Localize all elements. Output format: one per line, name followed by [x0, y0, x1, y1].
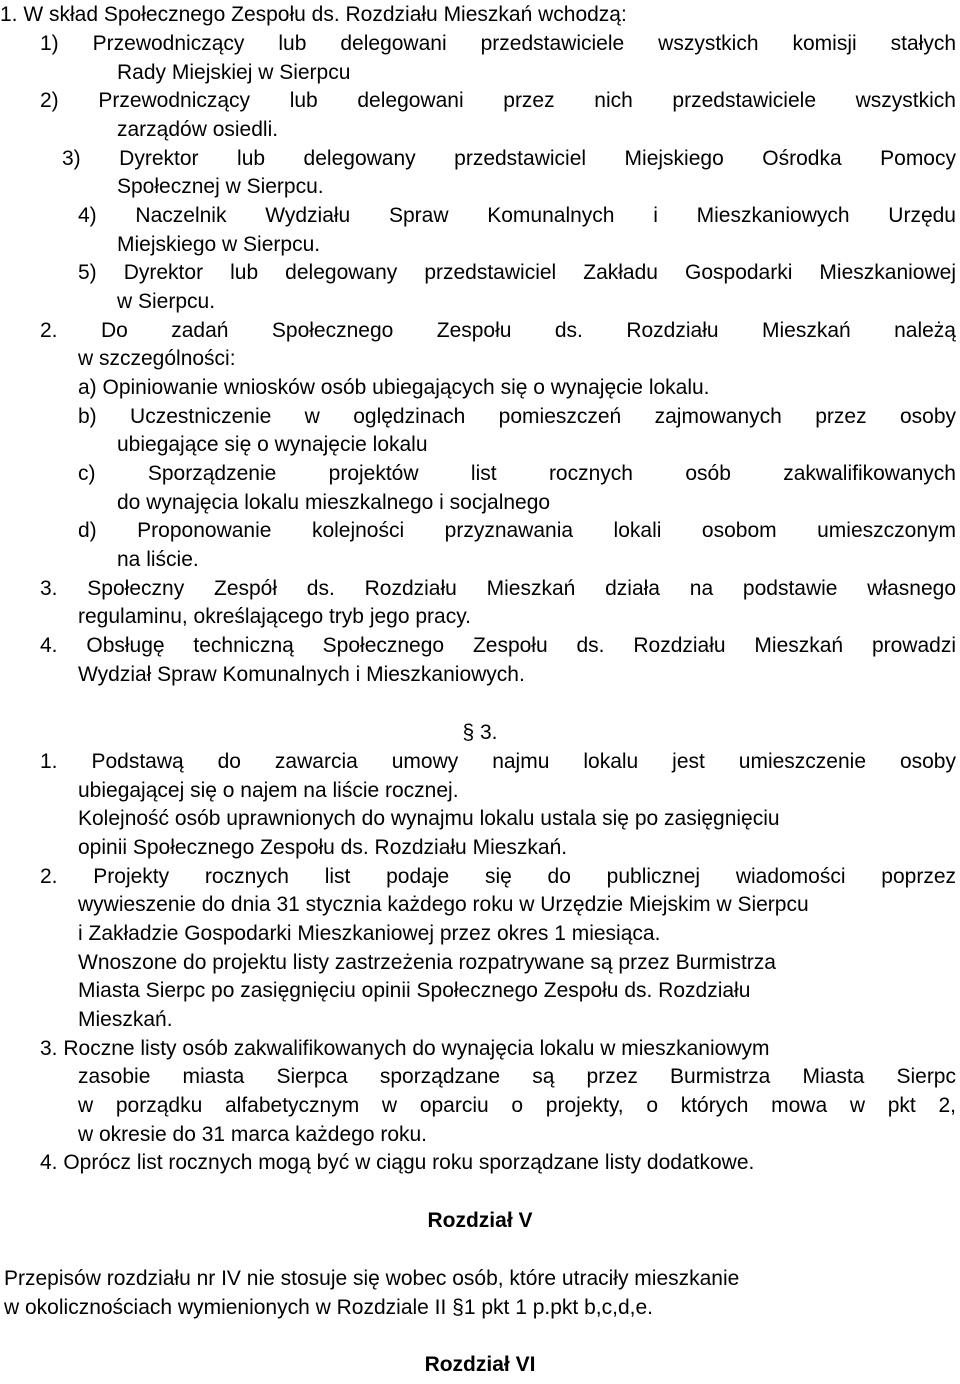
- paragraph-line: Kolejność osób uprawnionych do wynajmu lokalu ustala się po zasięgnięciu: [78, 807, 780, 830]
- list-item-line: ubiegające się o wynajęcie lokalu: [117, 433, 428, 456]
- paragraph-line: w porządku alfabetycznym w oparciu o projekty, o których mowa w pkt 2,: [78, 1094, 956, 1117]
- paragraph-line: 1. W skład Społecznego Zespołu ds. Rozdziału Mieszkań wchodzą:: [0, 3, 627, 26]
- paragraph-line: 4. Obsługę techniczną Społecznego Zespołu ds. Rozdziału Mieszkań prowadzi: [40, 634, 956, 657]
- paragraph-line: w okolicznościach wymienionych w Rozdziale II §1 pkt 1 p.pkt b,c,d,e.: [4, 1296, 653, 1319]
- list-item-line: w Sierpcu.: [117, 290, 216, 313]
- list-item-line: d) Proponowanie kolejności przyznawania lokali osobom umieszczonym: [78, 519, 956, 542]
- paragraph-line: wywieszenie do dnia 31 stycznia każdego roku w Urzędzie Miejskim w Sierpcu: [78, 893, 809, 916]
- list-item-line: a) Opiniowanie wniosków osób ubiegających się o wynajęcie lokalu.: [78, 376, 710, 399]
- chapter-heading: Rozdział V: [427, 1209, 533, 1232]
- paragraph-line: opinii Społecznego Zespołu ds. Rozdziału Mieszkań.: [78, 836, 568, 859]
- paragraph-line: 1. Podstawą do zawarcia umowy najmu lokalu jest umieszczenie osoby: [40, 750, 956, 773]
- paragraph-line: Wnoszone do projektu listy zastrzeżenia rozpatrywane są przez Burmistrza: [78, 951, 776, 974]
- list-item-line: na liście.: [117, 548, 199, 571]
- list-item-line: b) Uczestniczenie w oględzinach pomieszczeń zajmowanych przez osoby: [78, 405, 956, 428]
- paragraph-line: w szczególności:: [78, 347, 236, 370]
- paragraph-line: ubiegającej się o najem na liście rocznej.: [78, 779, 459, 802]
- paragraph-line: 3. Społeczny Zespół ds. Rozdziału Mieszkań działa na podstawie własnego: [40, 577, 956, 600]
- list-item-line: 2) Przewodniczący lub delegowani przez nich przedstawiciele wszystkich: [40, 89, 956, 112]
- list-item-line: do wynajęcia lokalu mieszkalnego i socjalnego: [117, 491, 551, 514]
- paragraph-line: 3. Roczne listy osób zakwalifikowanych do wynajęcia lokalu w mieszkaniowym: [40, 1037, 770, 1060]
- list-item-line: zarządów osiedli.: [117, 118, 279, 141]
- paragraph-line: Przepisów rozdziału nr IV nie stosuje się wobec osób, które utraciły mieszkanie: [4, 1267, 740, 1290]
- list-item-line: 3) Dyrektor lub delegowany przedstawiciel Miejskiego Ośrodka Pomocy: [62, 147, 956, 170]
- paragraph-line: 4. Oprócz list rocznych mogą być w ciągu roku sporządzane listy dodatkowe.: [40, 1151, 755, 1174]
- list-item-line: Rady Miejskiej w Sierpcu: [117, 61, 351, 84]
- paragraph-line: regulaminu, określającego tryb jego pracy.: [78, 605, 471, 628]
- paragraph-line: i Zakładzie Gospodarki Mieszkaniowej przez okres 1 miesiąca.: [78, 922, 661, 945]
- list-item-line: Miejskiego w Sierpcu.: [117, 233, 321, 256]
- paragraph-line: 2. Projekty rocznych list podaje się do publicznej wiadomości poprzez: [40, 865, 956, 888]
- paragraph-line: w okresie do 31 marca każdego roku.: [78, 1123, 428, 1146]
- list-item-line: 4) Naczelnik Wydziału Spraw Komunalnych i Mieszkaniowych Urzędu: [78, 204, 956, 227]
- paragraph-line: 2. Do zadań Społecznego Zespołu ds. Rozdziału Mieszkań należą: [40, 319, 956, 342]
- paragraph-line: Wydział Spraw Komunalnych i Mieszkaniowych.: [78, 663, 525, 686]
- chapter-heading: Rozdział VI: [424, 1353, 536, 1376]
- section-heading: § 3.: [462, 721, 498, 744]
- list-item-line: Społecznej w Sierpcu.: [117, 175, 324, 198]
- paragraph-line: Mieszkań.: [78, 1008, 173, 1031]
- paragraph-line: zasobie miasta Sierpca sporządzane są przez Burmistrza Miasta Sierpc: [78, 1065, 956, 1088]
- list-item-line: c) Sporządzenie projektów list rocznych osób zakwalifikowanych: [78, 462, 956, 485]
- list-item-line: 1) Przewodniczący lub delegowani przedstawiciele wszystkich komisji stałych: [40, 32, 956, 55]
- paragraph-line: Miasta Sierpc po zasięgnięciu opinii Społecznego Zespołu ds. Rozdziału: [78, 979, 751, 1002]
- list-item-line: 5) Dyrektor lub delegowany przedstawiciel Zakładu Gospodarki Mieszkaniowej: [78, 261, 956, 284]
